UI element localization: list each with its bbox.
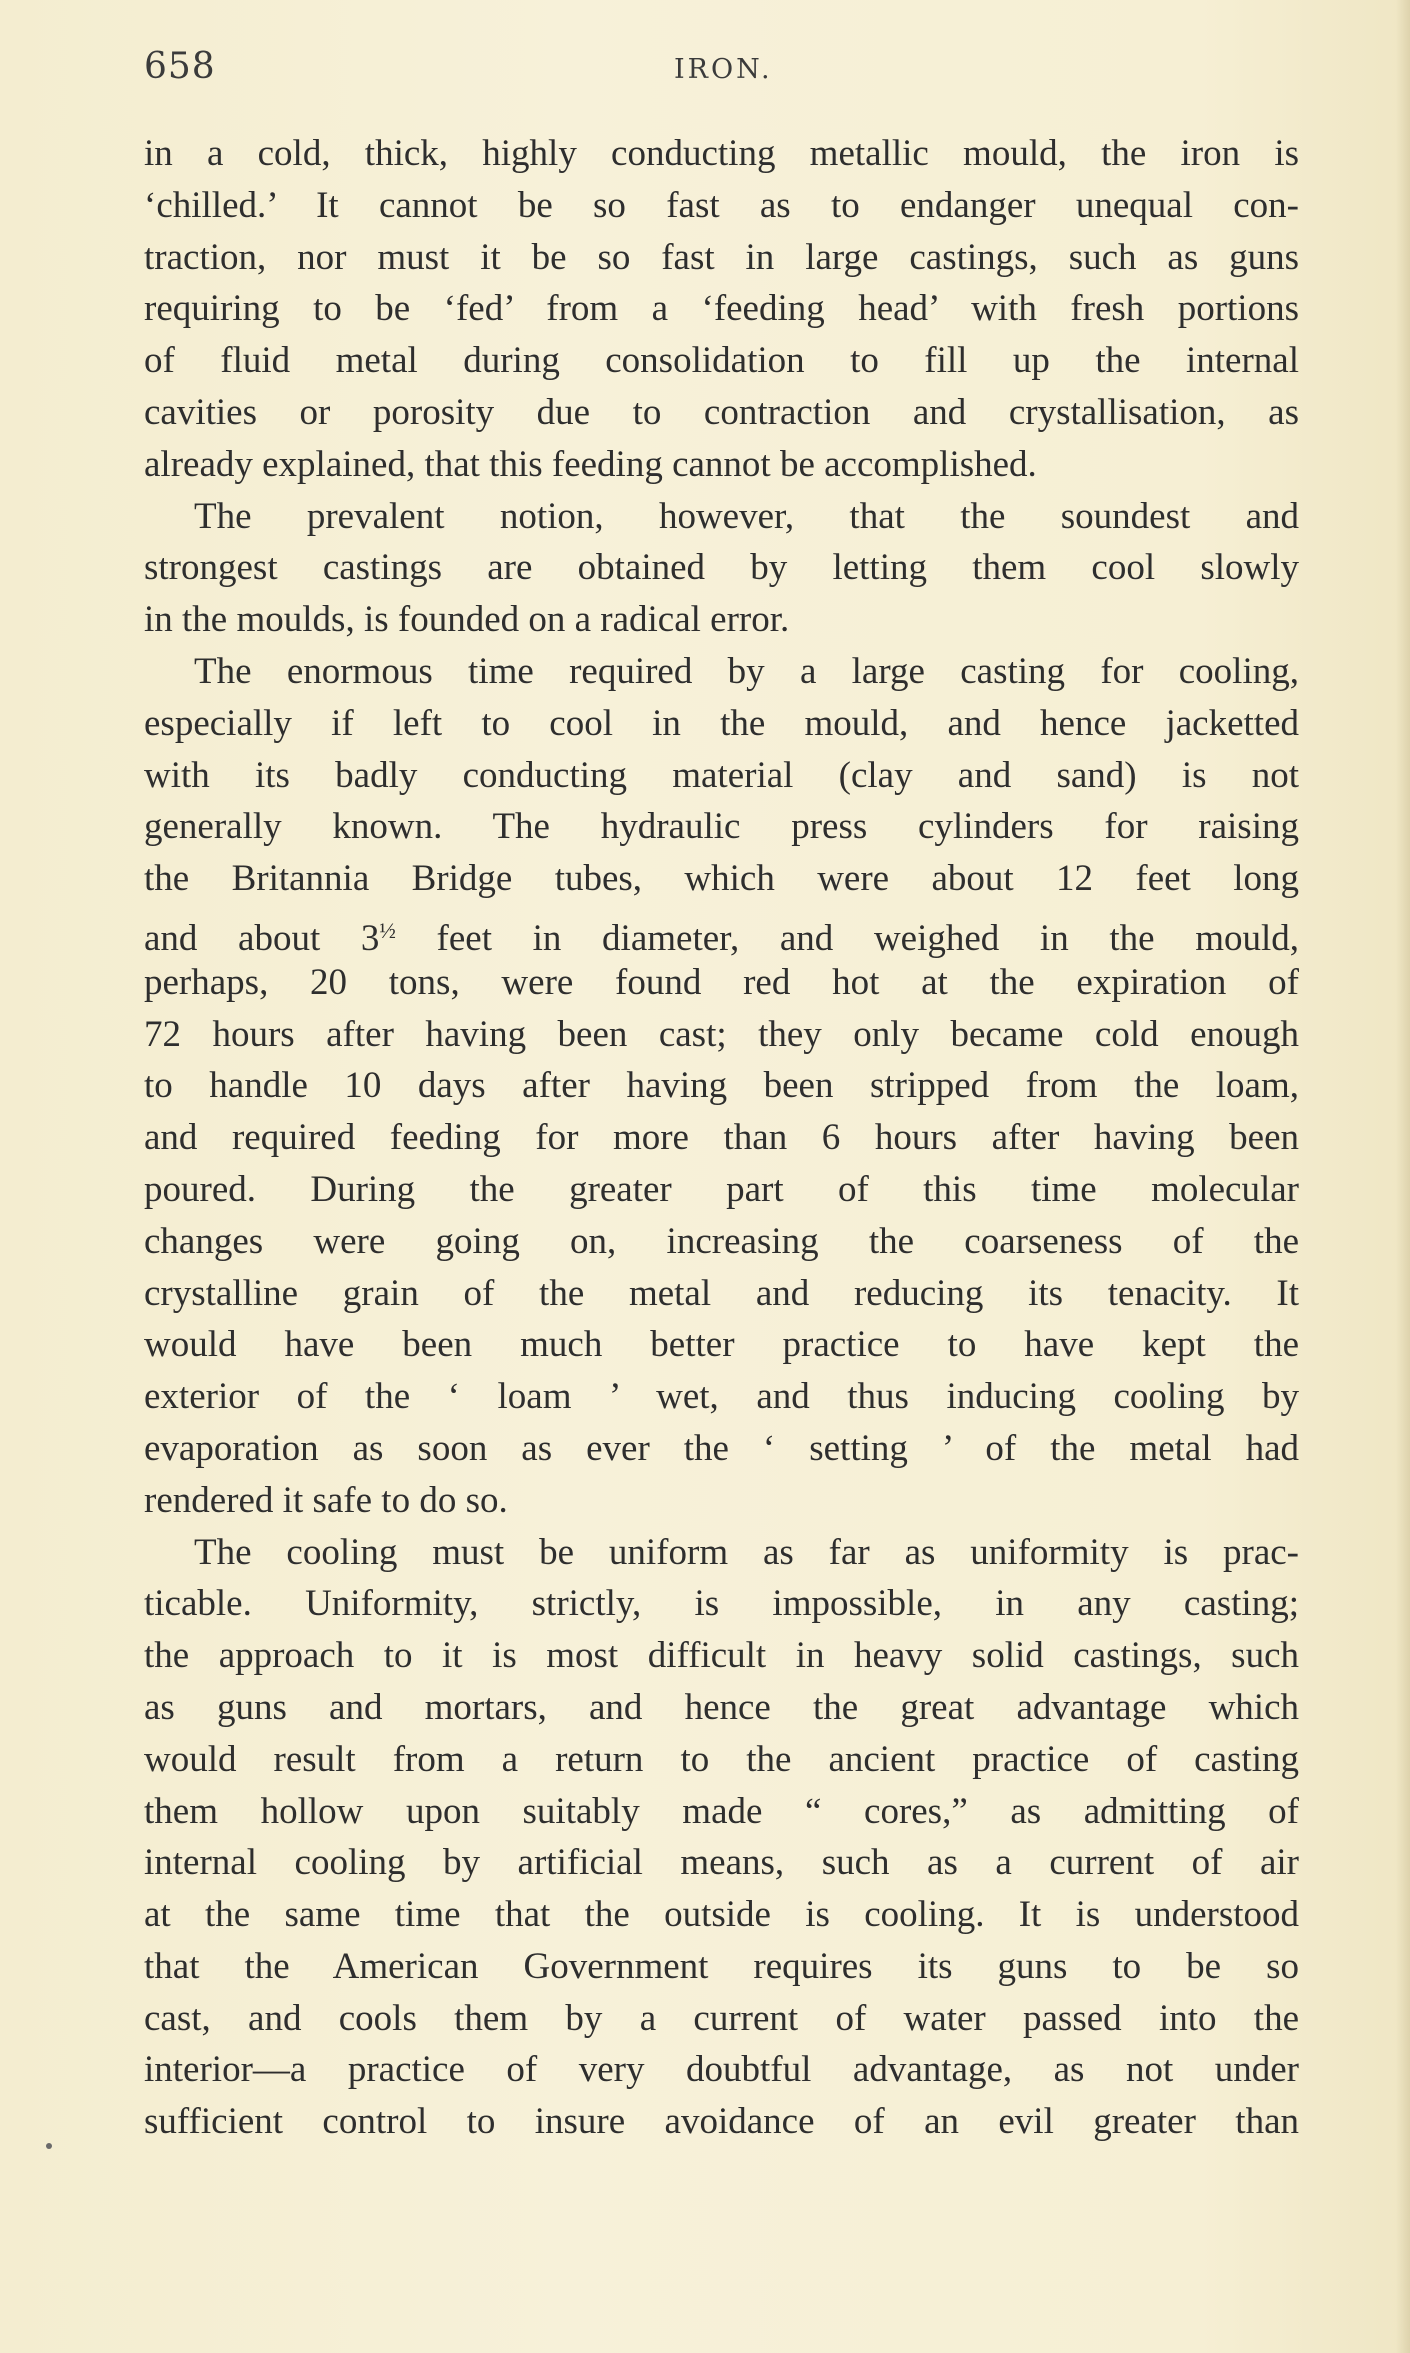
text-line: cast, and cools them by a current of water passed into the [144,1997,1299,2039]
text-line: The enormous time required by a large casting for cooling, [194,650,1299,692]
text-line: crystalline grain of the metal and reducing its tenacity. It [144,1272,1299,1314]
text-line: traction, nor must it be so fast in large castings, such as guns [144,236,1299,278]
text-line: The cooling must be uniform as far as uniformity is prac- [194,1531,1299,1573]
text-line: ticable. Uniformity, strictly, is impossible, in any casting; [144,1583,1299,1625]
text-line: in the moulds, is founded on a radical error. [144,599,790,641]
running-head: IRON. [674,54,773,85]
text-line: strongest castings are obtained by letting them cool slowly [144,547,1299,589]
text-line: that the American Government requires its guns to be so [144,1945,1299,1987]
page-number: 658 [144,46,216,87]
text-line: of fluid metal during consolidation to fill up the internal [144,340,1299,382]
text-line: already explained, that this feeding cannot be accomplished. [144,443,1037,485]
text-line: The prevalent notion, however, that the soundest and [194,495,1299,537]
text-line: sufficient control to insure avoidance of an evil greater than [144,2101,1299,2143]
text-line: would have been much better practice to have kept the [144,1324,1299,1366]
text-line: requiring to be ‘fed’ from a ‘feeding head’ with fresh portions [144,288,1299,330]
text-line: the Britannia Bridge tubes, which were about 12 feet long [144,858,1299,900]
text-line: at the same time that the outside is cooling. It is understood [144,1894,1299,1936]
text-line: would result from a return to the ancient practice of casting [144,1738,1299,1780]
text-line: perhaps, 20 tons, were found red hot at the expiration of [144,961,1299,1003]
text-line: 72 hours after having been cast; they only became cold enough [144,1013,1299,1055]
text-fragment: feet in diameter, and weighed in the mould, [395,917,1299,959]
text-line: to handle 10 days after having been stripped from the loam, [144,1065,1299,1107]
body-text [144,128,1299,2148]
text-line: internal cooling by artificial means, such as a current of air [144,1842,1299,1884]
text-line: with its badly conducting material (clay and sand) is not [144,754,1299,796]
text-line: ‘chilled.’ It cannot be so fast as to endanger unequal con- [144,184,1299,226]
fraction-half: ½ [379,917,396,943]
text-line: as guns and mortars, and hence the great advantage which [144,1686,1299,1728]
page-header [144,46,1294,106]
text-line: evaporation as soon as ever the ‘ setting ’ of the metal had [144,1427,1299,1469]
text-fragment: and about 3 [144,917,380,959]
text-line: interior—a practice of very doubtful advantage, as not under [144,2049,1299,2091]
text-line: rendered it safe to do so. [144,1479,508,1521]
text-line: especially if left to cool in the mould, and hence jacketted [144,702,1299,744]
text-line: poured. During the greater part of this time molecular [144,1168,1299,1210]
text-line: generally known. The hydraulic press cylinders for raising [144,806,1299,848]
text-line: in a cold, thick, highly conducting metallic mould, the iron is [144,133,1299,174]
text-line: them hollow upon suitably made “ cores,” as admitting of [144,1790,1299,1832]
print-speck [46,2143,52,2149]
text-line: exterior of the ‘ loam ’ wet, and thus inducing cooling by [144,1376,1299,1418]
text-line: cavities or porosity due to contraction and crystallisation, as [144,391,1299,433]
text-line-with-fraction [144,905,1299,957]
text-line: changes were going on, increasing the coarseness of the [144,1220,1299,1262]
text-line: the approach to it is most difficult in heavy solid castings, such [144,1635,1299,1677]
text-line: and required feeding for more than 6 hours after having been [144,1117,1299,1159]
page-edge-shadow [1396,0,1410,2353]
